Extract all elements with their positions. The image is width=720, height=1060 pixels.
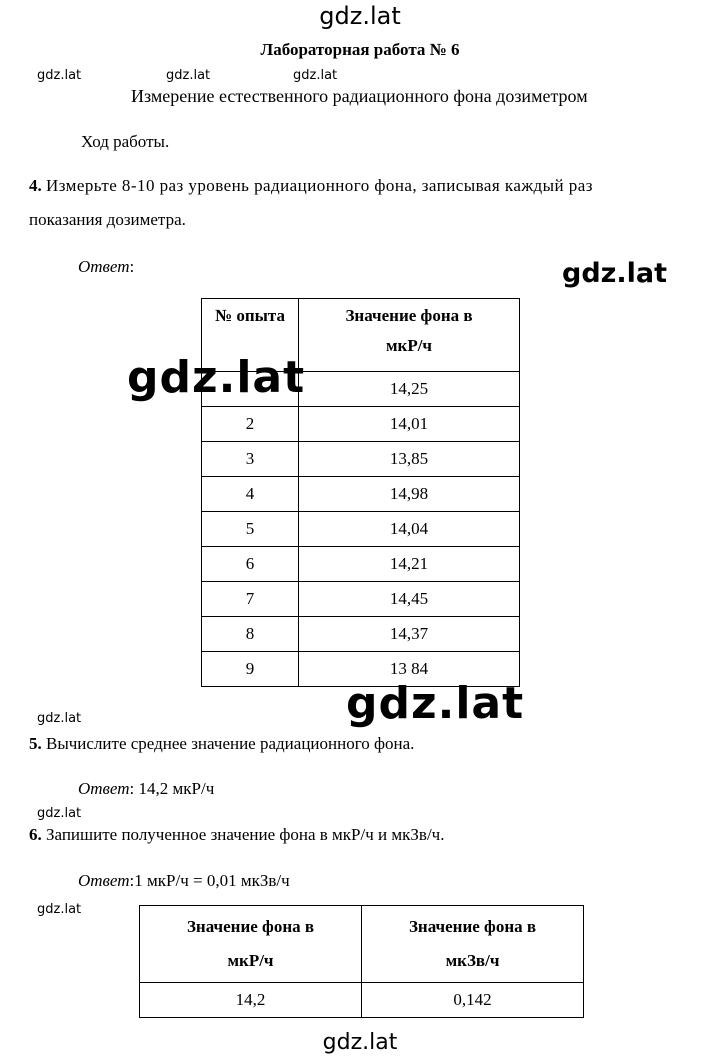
header-line2: мкР/ч: [385, 336, 433, 355]
task6-line: [29, 825, 444, 845]
table-row: [202, 617, 520, 652]
watermark-large: gdz.lat: [346, 678, 525, 729]
cell-background-value: 14,45: [299, 582, 520, 617]
header-line1: Значение фона в: [186, 917, 315, 936]
task5-number: 5.: [29, 734, 42, 753]
task4-answer: [78, 257, 134, 277]
cell-value-mksv: 0,142: [362, 983, 584, 1018]
page-subtitle: Измерение естественного радиационного фона дозиметром: [131, 86, 588, 106]
cell-experiment-number: 8: [202, 617, 299, 652]
cell-background-value: 14,04: [299, 512, 520, 547]
cell-experiment-number: 3: [202, 442, 299, 477]
watermark-small: gdz.lat: [37, 806, 82, 821]
progress-label: Ход работы.: [81, 132, 170, 151]
task4-line1: [29, 176, 593, 196]
task5-line: [29, 734, 414, 754]
header-line2: мкЗв/ч: [445, 951, 500, 970]
cell-experiment-number: 4: [202, 477, 299, 512]
watermark-small: gdz.lat: [37, 902, 82, 917]
answer-label: Ответ: [78, 257, 130, 276]
cell-background-value: 14,01: [299, 407, 520, 442]
task6-number: 6.: [29, 825, 42, 844]
task4-line2: показания дозиметра.: [29, 210, 186, 229]
header-value-mksv: [362, 906, 584, 983]
cell-background-value: 14,21: [299, 547, 520, 582]
watermark-medium: gdz.lat: [562, 258, 668, 289]
task6-answer: [78, 871, 290, 891]
answer-label: Ответ: [78, 779, 130, 798]
cell-background-value: 13,85: [299, 442, 520, 477]
table-header-row: [140, 906, 584, 983]
header-background-value: [299, 299, 520, 372]
cell-value-mkr: 14,2: [140, 983, 362, 1018]
task5-text: Вычислите среднее значение радиационного фона.: [46, 734, 415, 753]
table-row: [202, 547, 520, 582]
conversion-table: [139, 905, 584, 1018]
task6-answer-text: :1 мкР/ч = 0,01 мкЗв/ч: [129, 871, 290, 890]
header-line1: Значение фона в: [408, 917, 537, 936]
task4-number: 4.: [29, 176, 42, 195]
watermark-small: gdz.lat: [37, 711, 82, 726]
watermark-small: gdz.lat: [37, 68, 82, 83]
task4-text: Измерьте 8-10 раз уровень радиационного фона, записывая каждый раз: [46, 176, 593, 195]
measurements-table-body: [202, 372, 520, 687]
cell-background-value: 13 84: [299, 652, 520, 687]
header-value-mkr: [140, 906, 362, 983]
table-row: [202, 512, 520, 547]
watermark-top: gdz.lat: [319, 2, 401, 30]
answer-label: Ответ: [78, 871, 130, 890]
cell-background-value: 14,37: [299, 617, 520, 652]
cell-background-value: 14,98: [299, 477, 520, 512]
watermark-small: gdz.lat: [166, 68, 211, 83]
table-row: [202, 407, 520, 442]
table-row: [202, 442, 520, 477]
cell-experiment-number: 5: [202, 512, 299, 547]
watermark-small: gdz.lat: [293, 68, 338, 83]
table-row: [202, 477, 520, 512]
table-row: [202, 582, 520, 617]
cell-experiment-number: 7: [202, 582, 299, 617]
header-line1: Значение фона в: [345, 306, 473, 325]
task5-answer: [78, 779, 214, 799]
header-experiment-number: № опыта: [202, 299, 299, 372]
watermark-large: gdz.lat: [127, 352, 306, 403]
task5-answer-text: : 14,2 мкР/ч: [129, 779, 215, 798]
cell-experiment-number: 2: [202, 407, 299, 442]
table-row: [140, 983, 584, 1018]
task6-text: Запишите полученное значение фона в мкР/ч и мкЗв/ч.: [46, 825, 445, 844]
header-line2: мкР/ч: [227, 951, 274, 970]
watermark-bottom: gdz.lat: [322, 1030, 398, 1055]
cell-background-value: 14,25: [299, 372, 520, 407]
answer-colon: :: [129, 257, 135, 276]
cell-experiment-number: 9: [202, 652, 299, 687]
page-title: Лабораторная работа № 6: [260, 40, 460, 59]
cell-experiment-number: 6: [202, 547, 299, 582]
